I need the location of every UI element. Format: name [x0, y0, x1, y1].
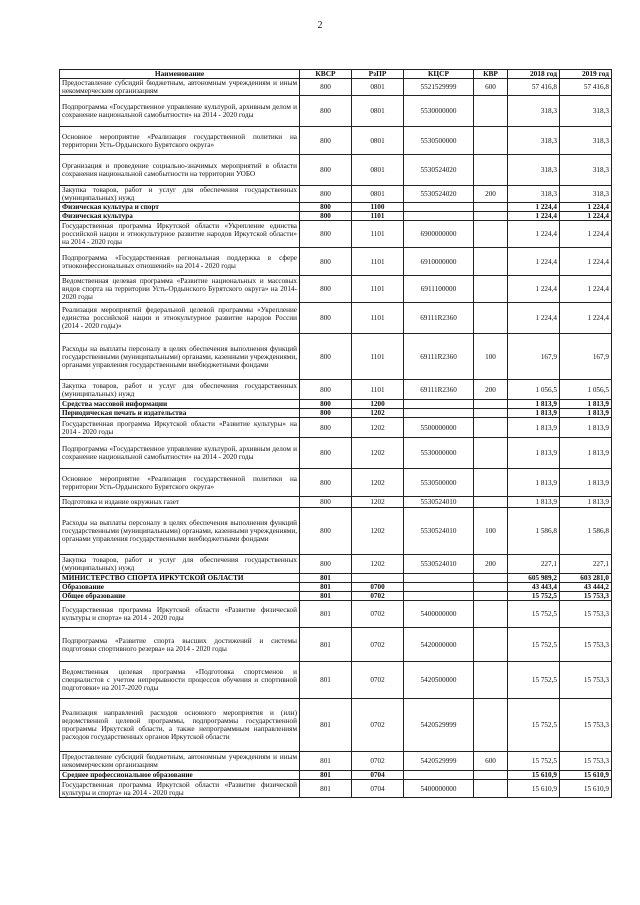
cell-kcsr: 6910000000: [404, 248, 474, 276]
table-header-row: [60, 70, 612, 79]
cell-2019: 1 056,5: [560, 380, 612, 400]
cell-kvr: [474, 248, 508, 276]
cell-kcsr: [404, 771, 474, 780]
cell-kcsr: 5530500000: [404, 127, 474, 155]
cell-2019: 1 813,9: [560, 469, 612, 497]
cell-kcsr: 5530000000: [404, 438, 474, 469]
col-header-2019: 2019 год: [560, 70, 612, 79]
cell-rzpr: 1101: [352, 303, 404, 334]
table-row: [60, 508, 612, 555]
cell-rzpr: 0702: [352, 752, 404, 771]
cell-2019: 318,3: [560, 155, 612, 186]
cell-kcsr: 5420529999: [404, 699, 474, 752]
table-row: [60, 555, 612, 574]
cell-2019: 15 753,3: [560, 699, 612, 752]
table-row: [60, 186, 612, 203]
cell-2018: 318,3: [508, 127, 560, 155]
cell-kcsr: 5530000000: [404, 96, 474, 127]
cell-rzpr: [352, 574, 404, 583]
cell-2019: 1 224,4: [560, 276, 612, 303]
cell-kvr: [474, 127, 508, 155]
cell-rzpr: 1202: [352, 438, 404, 469]
table-row: [60, 212, 612, 221]
cell-rzpr: 0801: [352, 186, 404, 203]
cell-kvr: 600: [474, 79, 508, 96]
cell-name: Подпрограмма «Государственная региональная поддержка в сфере этноконфессиональных отношений» на 2014 - 2020 годы: [60, 248, 300, 276]
cell-2019: 1 224,4: [560, 303, 612, 334]
cell-kvr: [474, 662, 508, 699]
cell-kvsr: 800: [300, 203, 352, 212]
cell-2018: 15 752,5: [508, 592, 560, 601]
cell-kvr: 100: [474, 508, 508, 555]
cell-2019: 15 610,9: [560, 780, 612, 798]
cell-kvsr: 800: [300, 497, 352, 508]
cell-kcsr: 5530524010: [404, 497, 474, 508]
cell-2019: 1 813,9: [560, 438, 612, 469]
cell-name: Государственная программа Иркутской области «Развитие культуры» на 2014 - 2020 годы: [60, 418, 300, 438]
cell-kcsr: 6911100000: [404, 276, 474, 303]
cell-2018: 1 224,4: [508, 203, 560, 212]
cell-kvsr: 801: [300, 699, 352, 752]
cell-kvr: [474, 601, 508, 628]
cell-rzpr: 1101: [352, 248, 404, 276]
cell-2019: 1 224,4: [560, 203, 612, 212]
table-row: [60, 155, 612, 186]
budget-table: [59, 69, 612, 798]
table-row: [60, 303, 612, 334]
cell-kvsr: 801: [300, 592, 352, 601]
cell-kcsr: 5530500000: [404, 469, 474, 497]
cell-2018: 1 813,9: [508, 497, 560, 508]
cell-2018: 15 752,5: [508, 699, 560, 752]
cell-rzpr: 0700: [352, 583, 404, 592]
table-row: [60, 469, 612, 497]
table-row: [60, 400, 612, 409]
col-header-rzpr: РзПР: [352, 70, 404, 79]
cell-2019: 15 753,3: [560, 752, 612, 771]
cell-kvsr: 800: [300, 334, 352, 380]
cell-kvr: [474, 574, 508, 583]
cell-2018: 167,9: [508, 334, 560, 380]
cell-rzpr: 0801: [352, 79, 404, 96]
cell-kcsr: 5530524010: [404, 555, 474, 574]
cell-name: МИНИСТЕРСТВО СПОРТА ИРКУТСКОЙ ОБЛАСТИ: [60, 574, 300, 583]
cell-kvr: [474, 469, 508, 497]
cell-kvsr: 800: [300, 438, 352, 469]
cell-kvr: [474, 592, 508, 601]
cell-kcsr: [404, 574, 474, 583]
cell-kvr: [474, 699, 508, 752]
table-row: [60, 276, 612, 303]
cell-kcsr: 5521529999: [404, 79, 474, 96]
table-row: [60, 574, 612, 583]
cell-rzpr: 0702: [352, 699, 404, 752]
page-number: 2: [317, 20, 323, 31]
cell-name: Государственная программа Иркутской области «Развитие физической культуры и спорта» на 2014 - 2020 годы: [60, 601, 300, 628]
table-row: [60, 79, 612, 96]
cell-kvsr: 800: [300, 276, 352, 303]
col-header-kcsr: КЦСР: [404, 70, 474, 79]
cell-2019: 603 281,0: [560, 574, 612, 583]
cell-2019: 1 224,4: [560, 221, 612, 248]
table-row: [60, 771, 612, 780]
cell-name: Периодическая печать и издательства: [60, 409, 300, 418]
cell-rzpr: 1202: [352, 418, 404, 438]
cell-kvr: [474, 155, 508, 186]
cell-2019: 318,3: [560, 96, 612, 127]
cell-name: Ведомственная целевая программа «Подготовка спортсменов и специалистов с учетом непрерывности процессов обучения и спортивной подготовки» на 2017-2020 годы: [60, 662, 300, 699]
cell-kvr: 200: [474, 380, 508, 400]
cell-2019: 1 224,4: [560, 248, 612, 276]
table-row: [60, 418, 612, 438]
cell-2019: 43 444,2: [560, 583, 612, 592]
cell-kvsr: 801: [300, 662, 352, 699]
cell-2018: 1 056,5: [508, 380, 560, 400]
cell-name: Подпрограмма «Государственное управление культурой, архивным делом и сохранение национальной самобытности» на 2014 - 2020 годы: [60, 96, 300, 127]
cell-kcsr: [404, 203, 474, 212]
cell-kvsr: 800: [300, 79, 352, 96]
cell-rzpr: 1101: [352, 221, 404, 248]
col-header-2018: 2018 год: [508, 70, 560, 79]
cell-kcsr: [404, 592, 474, 601]
cell-2019: 15 753,3: [560, 662, 612, 699]
cell-kvr: [474, 583, 508, 592]
cell-2019: 1 813,9: [560, 400, 612, 409]
cell-kcsr: 69111R2360: [404, 380, 474, 400]
cell-2018: 1 813,9: [508, 469, 560, 497]
cell-kvr: [474, 628, 508, 662]
cell-kvsr: 800: [300, 400, 352, 409]
cell-2019: 15 753,3: [560, 601, 612, 628]
table-row: [60, 334, 612, 380]
cell-rzpr: 1202: [352, 469, 404, 497]
cell-2018: 318,3: [508, 155, 560, 186]
cell-2018: 15 610,9: [508, 771, 560, 780]
cell-2018: 43 443,4: [508, 583, 560, 592]
cell-rzpr: 0801: [352, 155, 404, 186]
cell-kvr: [474, 203, 508, 212]
cell-kvsr: 801: [300, 752, 352, 771]
col-header-kvsr: КВСР: [300, 70, 352, 79]
cell-name: Физическая культура: [60, 212, 300, 221]
cell-rzpr: 1202: [352, 555, 404, 574]
table-row: [60, 699, 612, 752]
cell-2018: 1 813,9: [508, 400, 560, 409]
cell-kvr: [474, 303, 508, 334]
table-body: [60, 79, 612, 798]
col-header-kvr: КВР: [474, 70, 508, 79]
cell-kvr: [474, 409, 508, 418]
cell-rzpr: 0702: [352, 662, 404, 699]
cell-name: Реализация направлений расходов основного мероприятия и (или) ведомственной целевой программы, подпрограммы государственной программы Иркутской области, а также непрограммным направлениям расходов государственных органов Иркутской области: [60, 699, 300, 752]
cell-2018: 1 224,4: [508, 248, 560, 276]
table-row: [60, 96, 612, 127]
cell-kcsr: 5400000000: [404, 780, 474, 798]
cell-kvsr: 800: [300, 248, 352, 276]
cell-kcsr: 5400000000: [404, 601, 474, 628]
cell-name: Закупка товаров, работ и услуг для обеспечения государственных (муниципальных) нужд: [60, 186, 300, 203]
cell-kvr: [474, 400, 508, 409]
cell-2019: 1 813,9: [560, 418, 612, 438]
cell-name: Образование: [60, 583, 300, 592]
cell-2018: 15 610,9: [508, 780, 560, 798]
cell-2018: 1 224,4: [508, 221, 560, 248]
table-row: [60, 380, 612, 400]
cell-2018: 1 224,4: [508, 303, 560, 334]
cell-kcsr: 6900000000: [404, 221, 474, 248]
cell-2018: 1 813,9: [508, 418, 560, 438]
cell-2018: 1 586,8: [508, 508, 560, 555]
cell-2019: 1 813,9: [560, 409, 612, 418]
cell-kcsr: 5500000000: [404, 418, 474, 438]
cell-name: Общее образование: [60, 592, 300, 601]
table-row: [60, 248, 612, 276]
cell-rzpr: 1100: [352, 203, 404, 212]
cell-2018: 15 752,5: [508, 662, 560, 699]
cell-name: Подпрограмма «Государственное управление культурой, архивным делом и сохранение национальной самобытности» на 2014 - 2020 годы: [60, 438, 300, 469]
cell-kcsr: [404, 212, 474, 221]
cell-kvsr: 800: [300, 221, 352, 248]
cell-kcsr: [404, 583, 474, 592]
cell-2019: 57 416,8: [560, 79, 612, 96]
cell-2018: 1 224,4: [508, 212, 560, 221]
cell-kvsr: 801: [300, 583, 352, 592]
cell-kvr: [474, 418, 508, 438]
cell-kcsr: 5420529999: [404, 752, 474, 771]
cell-kvsr: 801: [300, 601, 352, 628]
cell-name: Закупка товаров, работ и услуг для обеспечения государственных (муниципальных) нужд: [60, 380, 300, 400]
cell-2019: 227,1: [560, 555, 612, 574]
cell-kvsr: 801: [300, 628, 352, 662]
cell-kcsr: 69111R2360: [404, 334, 474, 380]
cell-kvsr: 801: [300, 780, 352, 798]
cell-kvsr: 800: [300, 186, 352, 203]
cell-2019: 318,3: [560, 127, 612, 155]
cell-kvsr: 801: [300, 771, 352, 780]
cell-kvr: [474, 96, 508, 127]
cell-kcsr: 5420500000: [404, 662, 474, 699]
cell-name: Ведомственная целевая программа «Развитие национальных и массовых видов спорта на территории Усть-Ордынского Бурятского округа» на 2014-2020 годы: [60, 276, 300, 303]
cell-kvsr: 800: [300, 508, 352, 555]
cell-kvsr: 800: [300, 469, 352, 497]
cell-kvr: [474, 497, 508, 508]
cell-kvsr: 800: [300, 212, 352, 221]
table-row: [60, 409, 612, 418]
cell-name: Предоставление субсидий бюджетным, автономным учреждениям и иным некоммерческим организациям: [60, 79, 300, 96]
cell-kcsr: 69111R2360: [404, 303, 474, 334]
table-row: [60, 662, 612, 699]
cell-2018: 15 752,5: [508, 601, 560, 628]
table-row: [60, 438, 612, 469]
cell-kvr: [474, 221, 508, 248]
cell-2019: 1 813,9: [560, 497, 612, 508]
cell-rzpr: 0801: [352, 96, 404, 127]
cell-2018: 318,3: [508, 96, 560, 127]
col-header-name: Наименование: [60, 70, 300, 79]
cell-kvsr: 800: [300, 127, 352, 155]
cell-kvr: 100: [474, 334, 508, 380]
cell-rzpr: 0704: [352, 771, 404, 780]
table-row: [60, 497, 612, 508]
cell-rzpr: 1101: [352, 276, 404, 303]
cell-kvr: 200: [474, 555, 508, 574]
cell-kcsr: [404, 409, 474, 418]
cell-kvr: 200: [474, 186, 508, 203]
cell-rzpr: 0704: [352, 780, 404, 798]
cell-rzpr: 1202: [352, 409, 404, 418]
cell-name: Среднее профессиональное образование: [60, 771, 300, 780]
cell-kvr: 600: [474, 752, 508, 771]
cell-name: Физическая культура и спорт: [60, 203, 300, 212]
cell-rzpr: 0801: [352, 127, 404, 155]
cell-kvsr: 800: [300, 155, 352, 186]
cell-kcsr: [404, 400, 474, 409]
table-row: [60, 628, 612, 662]
cell-2019: 15 610,9: [560, 771, 612, 780]
cell-kvsr: 800: [300, 418, 352, 438]
cell-2018: 1 813,9: [508, 409, 560, 418]
cell-kvr: [474, 771, 508, 780]
cell-2018: 57 416,8: [508, 79, 560, 96]
table-row: [60, 601, 612, 628]
cell-kvr: [474, 276, 508, 303]
cell-name: Государственная программа Иркутской области «Укрепление единства российской нации и этнокультурное развитие народов Иркутской области» на 2014 - 2020 годы: [60, 221, 300, 248]
cell-name: Подпрограмма «Развитие спорта высших достижений и системы подготовки спортивного резерва» на 2014 - 2020 годы: [60, 628, 300, 662]
cell-rzpr: 1202: [352, 497, 404, 508]
cell-2018: 318,3: [508, 186, 560, 203]
cell-name: Закупка товаров, работ и услуг для обеспечения государственных (муниципальных) нужд: [60, 555, 300, 574]
cell-kvsr: 800: [300, 409, 352, 418]
cell-kvsr: 800: [300, 380, 352, 400]
cell-name: Предоставление субсидий бюджетным, автономным учреждениям и иным некоммерческим организациям: [60, 752, 300, 771]
cell-kvsr: 801: [300, 574, 352, 583]
cell-rzpr: 1101: [352, 334, 404, 380]
cell-rzpr: 1101: [352, 212, 404, 221]
cell-rzpr: 1101: [352, 380, 404, 400]
cell-kcsr: 5420000000: [404, 628, 474, 662]
cell-2018: 227,1: [508, 555, 560, 574]
cell-kvsr: 800: [300, 555, 352, 574]
cell-2019: 15 753,3: [560, 592, 612, 601]
table-row: [60, 583, 612, 592]
table-row: [60, 203, 612, 212]
cell-rzpr: 0702: [352, 628, 404, 662]
cell-name: Основное мероприятие «Реализация государственной политики на территории Усть-Ордынского Бурятского округа»: [60, 469, 300, 497]
cell-rzpr: 0702: [352, 592, 404, 601]
table-row: [60, 592, 612, 601]
cell-name: Средства массовой информации: [60, 400, 300, 409]
cell-2018: 605 989,2: [508, 574, 560, 583]
cell-name: Расходы на выплаты персоналу в целях обеспечения выполнения функций государственными (муниципальными) органами, казенными учреждениями, органами управления государственными внебюджетными фондами: [60, 334, 300, 380]
cell-kvr: [474, 212, 508, 221]
cell-rzpr: 1200: [352, 400, 404, 409]
cell-name: Расходы на выплаты персоналу в целях обеспечения выполнения функций государственными (муниципальными) органами, казенными учреждениями, органами управления государственными внебюджетными фондами: [60, 508, 300, 555]
cell-rzpr: 0702: [352, 601, 404, 628]
table-row: [60, 780, 612, 798]
cell-kvsr: 800: [300, 96, 352, 127]
table-row: [60, 752, 612, 771]
cell-name: Организация и проведение социально-значимых мероприятий в области сохранения национальной самобытности на территории УОБО: [60, 155, 300, 186]
cell-kcsr: 5530524020: [404, 155, 474, 186]
cell-2018: 15 752,5: [508, 628, 560, 662]
cell-kvsr: 800: [300, 303, 352, 334]
cell-name: Подготовка и издание окружных газет: [60, 497, 300, 508]
cell-kvr: [474, 780, 508, 798]
cell-kvr: [474, 438, 508, 469]
cell-2019: 167,9: [560, 334, 612, 380]
cell-name: Реализация мероприятий федеральной целевой программы «Укрепление единства российской нации и этнокультурное развитие народов России (2014 - 2020 годы)»: [60, 303, 300, 334]
table-row: [60, 127, 612, 155]
cell-2019: 1 586,8: [560, 508, 612, 555]
cell-2018: 1 813,9: [508, 438, 560, 469]
cell-2018: 15 752,5: [508, 752, 560, 771]
cell-kcsr: 5530524010: [404, 508, 474, 555]
cell-name: Государственная программа Иркутской области «Развитие физической культуры и спорта» на 2014 - 2020 годы: [60, 780, 300, 798]
cell-2019: 318,3: [560, 186, 612, 203]
cell-name: Основное мероприятие «Реализация государственной политики на территории Усть-Ордынского Бурятского округа»: [60, 127, 300, 155]
table-row: [60, 221, 612, 248]
cell-rzpr: 1202: [352, 508, 404, 555]
cell-2019: 1 224,4: [560, 212, 612, 221]
cell-2019: 15 753,3: [560, 628, 612, 662]
cell-kcsr: 5530524020: [404, 186, 474, 203]
cell-2018: 1 224,4: [508, 276, 560, 303]
